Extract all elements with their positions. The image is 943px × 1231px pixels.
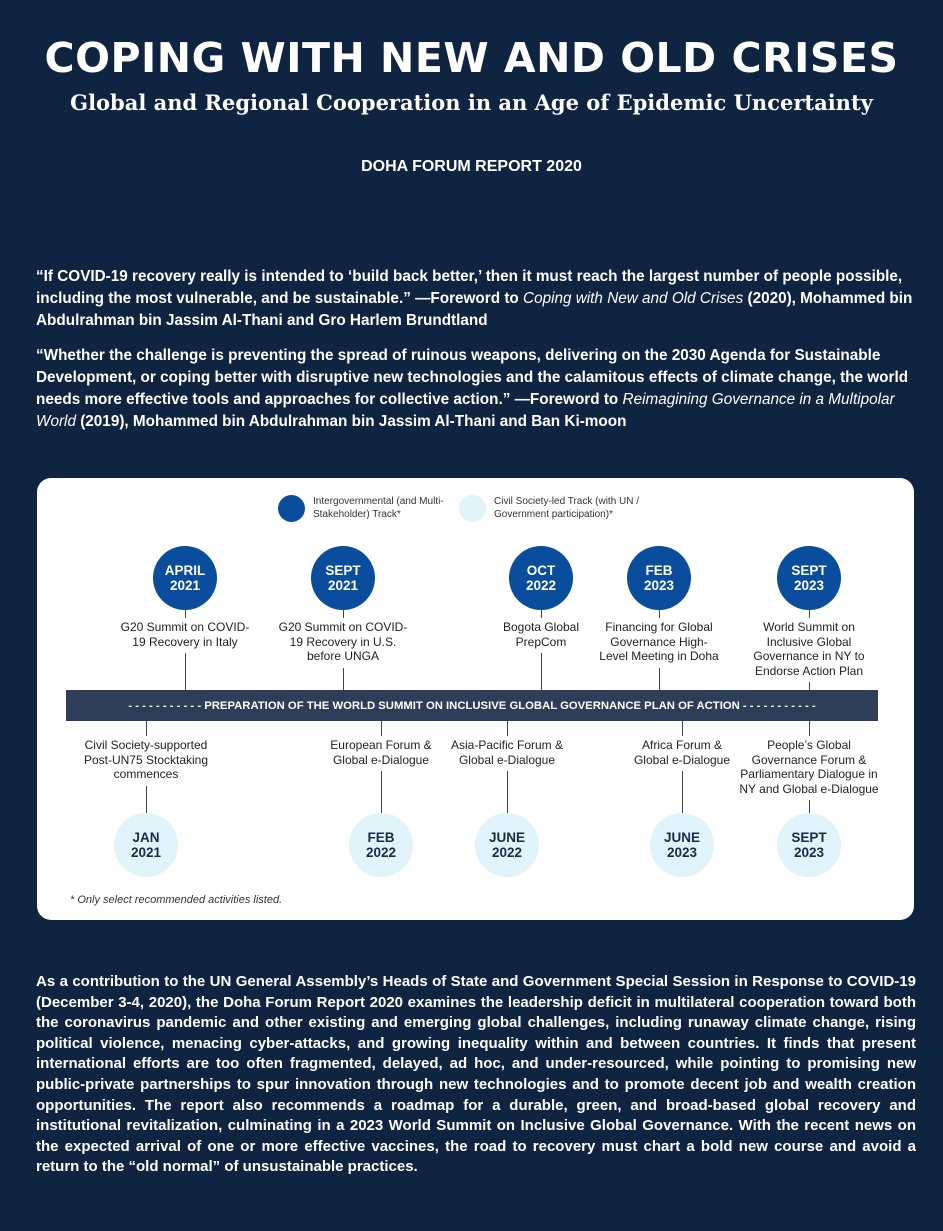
date-circle [114, 813, 178, 877]
date-year: 2023 [643, 578, 675, 593]
intergovernmental-legend-dot [278, 495, 305, 522]
quote-1 [36, 266, 916, 332]
summary-paragraph: As a contribution to the UN General Assembly’s Heads of State and Government Special Session in Response to COVID-19 (December 3-4, 2020), the Doha Forum Report 2020 examines the leadership deficit in multilateral cooperation toward both the coronavirus pandemic and other existing and emerging global challenges, including runaway climate change, rising political violence, menacing cyber-attacks, and growing inequality within and between countries. It finds that present international efforts are too often fragmented, delayed, ad hoc, and under-resourced, while pointing to promising new public-private partnerships to spur innovation through new technologies and to promote decent job and wealth creation opportunities. The report also recommends a roadmap for a durable, green, and broad-based global recovery and institutional revitalization, culminating in a 2023 World Summit on Inclusive Global Governance. With the recent news on the expected arrival of one or more effective vaccines, the road to recovery must chart a bold new course and avoid a return to the “old normal” of unsustainable practices. [36, 973, 916, 1176]
connector-line [682, 771, 683, 813]
date-circle [777, 813, 841, 877]
connector-line [541, 653, 542, 690]
connector-line [507, 721, 508, 736]
event-label: Africa Forum & Global e-Dialogue [633, 738, 731, 767]
event-label: Asia-Pacific Forum & Global e-Dialogue [450, 738, 564, 767]
date-circle [777, 546, 841, 610]
connector-line [185, 610, 186, 618]
event-label: People’s Global Governance Forum & Parliamentary Dialogue in NY and Global e-Dialogue [739, 738, 879, 796]
page-subtitle: Global and Regional Cooperation in an Age of Epidemic Uncertainty [70, 90, 873, 115]
event-label: European Forum & Global e-Dialogue [330, 738, 432, 767]
date-circle [650, 813, 714, 877]
event-label: Bogota Global PrepCom [502, 620, 580, 649]
date-circle [153, 546, 217, 610]
connector-line [682, 721, 683, 736]
connector-line [809, 800, 810, 813]
connector-line [381, 771, 382, 813]
connector-line [659, 668, 660, 690]
date-month: FEB [645, 563, 673, 578]
date-year: 2021 [169, 578, 201, 593]
date-year: 2023 [793, 578, 825, 593]
event-label: World Summit on Inclusive Global Governance in NY to Endorse Action Plan [753, 620, 865, 678]
date-circle [627, 546, 691, 610]
date-month: APRIL [164, 563, 206, 578]
date-month: JUNE [663, 830, 700, 845]
event-label: G20 Summit on COVID-19 Recovery in U.S. before UNGA [278, 620, 408, 663]
legend-label: Civil Society-led Track (with UN / Government participation)* [494, 496, 640, 520]
connector-line [541, 610, 542, 618]
connector-line [343, 668, 344, 690]
quote-2 [36, 345, 916, 433]
timeline-panel [37, 478, 914, 920]
quote-work: Coping with New and Old Crises [523, 290, 744, 307]
date-year: 2022 [365, 845, 397, 860]
event-label: Financing for Global Governance High-Level Meeting in Doha [599, 620, 719, 663]
legend-label: Intergovernmental (and Multi-Stakeholder) Track* [313, 496, 444, 520]
page-title: COPING WITH NEW AND OLD CRISES [44, 34, 899, 82]
connector-line [809, 610, 810, 618]
quote-work: Reimagining Governance in a Multipolar World [36, 391, 895, 430]
date-circle [475, 813, 539, 877]
date-month: JAN [132, 830, 160, 845]
civil-society-legend-dot [459, 495, 486, 522]
quote-attribution: (2020), Mohammed bin Abdulrahman bin Jassim Al-Thani and Gro Harlem Brundtland [36, 290, 913, 329]
date-month: SEPT [791, 830, 827, 845]
connector-line [507, 771, 508, 813]
quote-text: “Whether the challenge is preventing the spread of ruinous weapons, delivering on the 2030 Agenda for Sustainable Development, or coping better with disruptive new technologies and the calamitous effects of climate change, the world needs more effective tools and approaches for collective action.” —Foreword to [36, 347, 909, 408]
date-month: OCT [526, 563, 556, 578]
date-year: 2023 [666, 845, 698, 860]
footnote: * Only select recommended activities listed. [70, 894, 283, 906]
date-year: 2022 [525, 578, 557, 593]
plan-of-action-bar: - - - - - - - - - - - PREPARATION OF THE WORLD SUMMIT ON INCLUSIVE GLOBAL GOVERNANCE PLAN OF ACTION - - - - - - - - - - - [66, 690, 878, 721]
date-month: FEB [367, 830, 395, 845]
date-year: 2021 [130, 845, 162, 860]
event-label: G20 Summit on COVID-19 Recovery in Italy [120, 620, 250, 649]
date-year: 2021 [327, 578, 359, 593]
connector-line [185, 653, 186, 690]
date-month: JUNE [488, 830, 525, 845]
connector-line [381, 721, 382, 736]
date-circle [349, 813, 413, 877]
event-label: Civil Society-supported Post-UN75 Stocktaking commences [83, 738, 209, 781]
connector-line [659, 610, 660, 618]
quote-attribution: (2019), Mohammed bin Abdulrahman bin Jassim Al-Thani and Ban Ki-moon [75, 413, 627, 430]
date-circle [509, 546, 573, 610]
connector-line [146, 786, 147, 813]
connector-line [809, 721, 810, 736]
date-month: SEPT [325, 563, 361, 578]
date-month: SEPT [791, 563, 827, 578]
connector-line [343, 610, 344, 618]
date-year: 2022 [491, 845, 523, 860]
connector-line [809, 682, 810, 690]
connector-line [146, 721, 147, 736]
date-circle [311, 546, 375, 610]
report-name: DOHA FORUM REPORT 2020 [361, 158, 582, 175]
date-year: 2023 [793, 845, 825, 860]
quote-text: “If COVID-19 recovery really is intended to ‘build back better,’ then it must reach the largest number of people possible, including the most vulnerable, and be sustainable.” —Foreword to [36, 268, 903, 307]
